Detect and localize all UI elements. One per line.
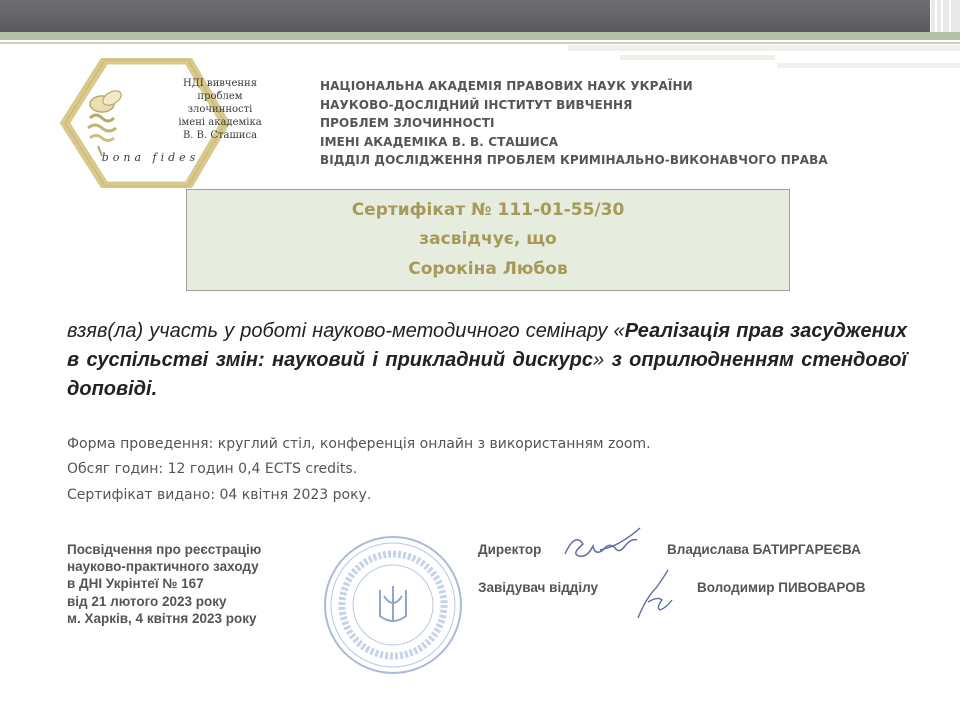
certificate-number: Сертифікат № 111-01-55/30 (351, 200, 625, 220)
certificate-recipient: Сорокіна Любов (408, 259, 568, 279)
decorative-stripe (620, 55, 775, 60)
institution-line: ВІДДІЛ ДОСЛІДЖЕННЯ ПРОБЛЕМ КРИМІНАЛЬНО-ВИКОНАВЧОГО ПРАВА (320, 153, 828, 167)
participation-statement (67, 317, 907, 404)
trident-icon (380, 586, 406, 621)
certificate-box (186, 189, 790, 291)
logo-line: імені академіка (178, 117, 262, 128)
decorative-stripe (568, 45, 960, 51)
issue-date: Сертифікат видано: 04 квітня 2023 року. (67, 487, 372, 503)
decorative-stripe (777, 63, 960, 68)
official-stamp-icon (318, 530, 468, 680)
institution-header (320, 77, 940, 170)
green-band-line (0, 42, 960, 44)
registration-info (67, 541, 327, 627)
director-role: Директор (478, 542, 542, 557)
director-name: Владислава БАТИРГАРЕЄВА (667, 542, 861, 557)
certificate-certifies: засвідчує, що (419, 229, 557, 249)
participation-intro: взяв(ла) участь у роботі науково-методичного семінару « (67, 320, 625, 342)
director-signature-icon (560, 524, 660, 566)
institute-logo (60, 58, 262, 188)
event-format: Форма проведення: круглий стіл, конференція онлайн з використанням zoom. (67, 436, 651, 452)
green-band (0, 32, 960, 40)
logo-line: проблем (197, 91, 243, 102)
head-role: Завідувач відділу (478, 580, 598, 595)
institution-line: НАУКОВО-ДОСЛІДНИЙ ІНСТИТУТ ВИВЧЕННЯ (320, 97, 633, 112)
institution-line: ІМЕНІ АКАДЕМІКА В. В. СТАШИСА (320, 134, 559, 149)
registration-line: Посвідчення про реєстрацію (67, 542, 262, 557)
institution-line: ПРОБЛЕМ ЗЛОЧИННОСТІ (320, 116, 495, 130)
head-signature-icon (628, 562, 688, 622)
registration-line: науково-практичного заходу (67, 559, 259, 575)
logo-line: В. В. Сташиса (182, 130, 258, 141)
logo-motto: bona fides (101, 151, 200, 164)
participation-outcome: з оприлюдненням стендової доповіді. (67, 349, 907, 400)
seminar-title: Реалізація прав засуджених в суспільстві змін: науковий і прикладний дискурс (67, 320, 907, 371)
registration-line: м. Харків, 4 квітня 2023 року (67, 610, 257, 626)
logo-line: НДІ вивчення (182, 78, 258, 89)
registration-line: від 21 лютого 2023 року (67, 593, 227, 609)
top-band (0, 0, 930, 32)
registration-line: в ДНІ Укрінтеї № 167 (67, 576, 204, 592)
head-name: Володимир ПИВОВАРОВ (697, 580, 866, 595)
event-hours: Обсяг годин: 12 годин 0,4 ECTS credits. (67, 461, 358, 477)
logo-line: злочинності (187, 104, 253, 115)
closing-quote: » (593, 349, 605, 371)
institution-line: НАЦІОНАЛЬНА АКАДЕМІЯ ПРАВОВИХ НАУК УКРАЇНИ (320, 79, 693, 93)
